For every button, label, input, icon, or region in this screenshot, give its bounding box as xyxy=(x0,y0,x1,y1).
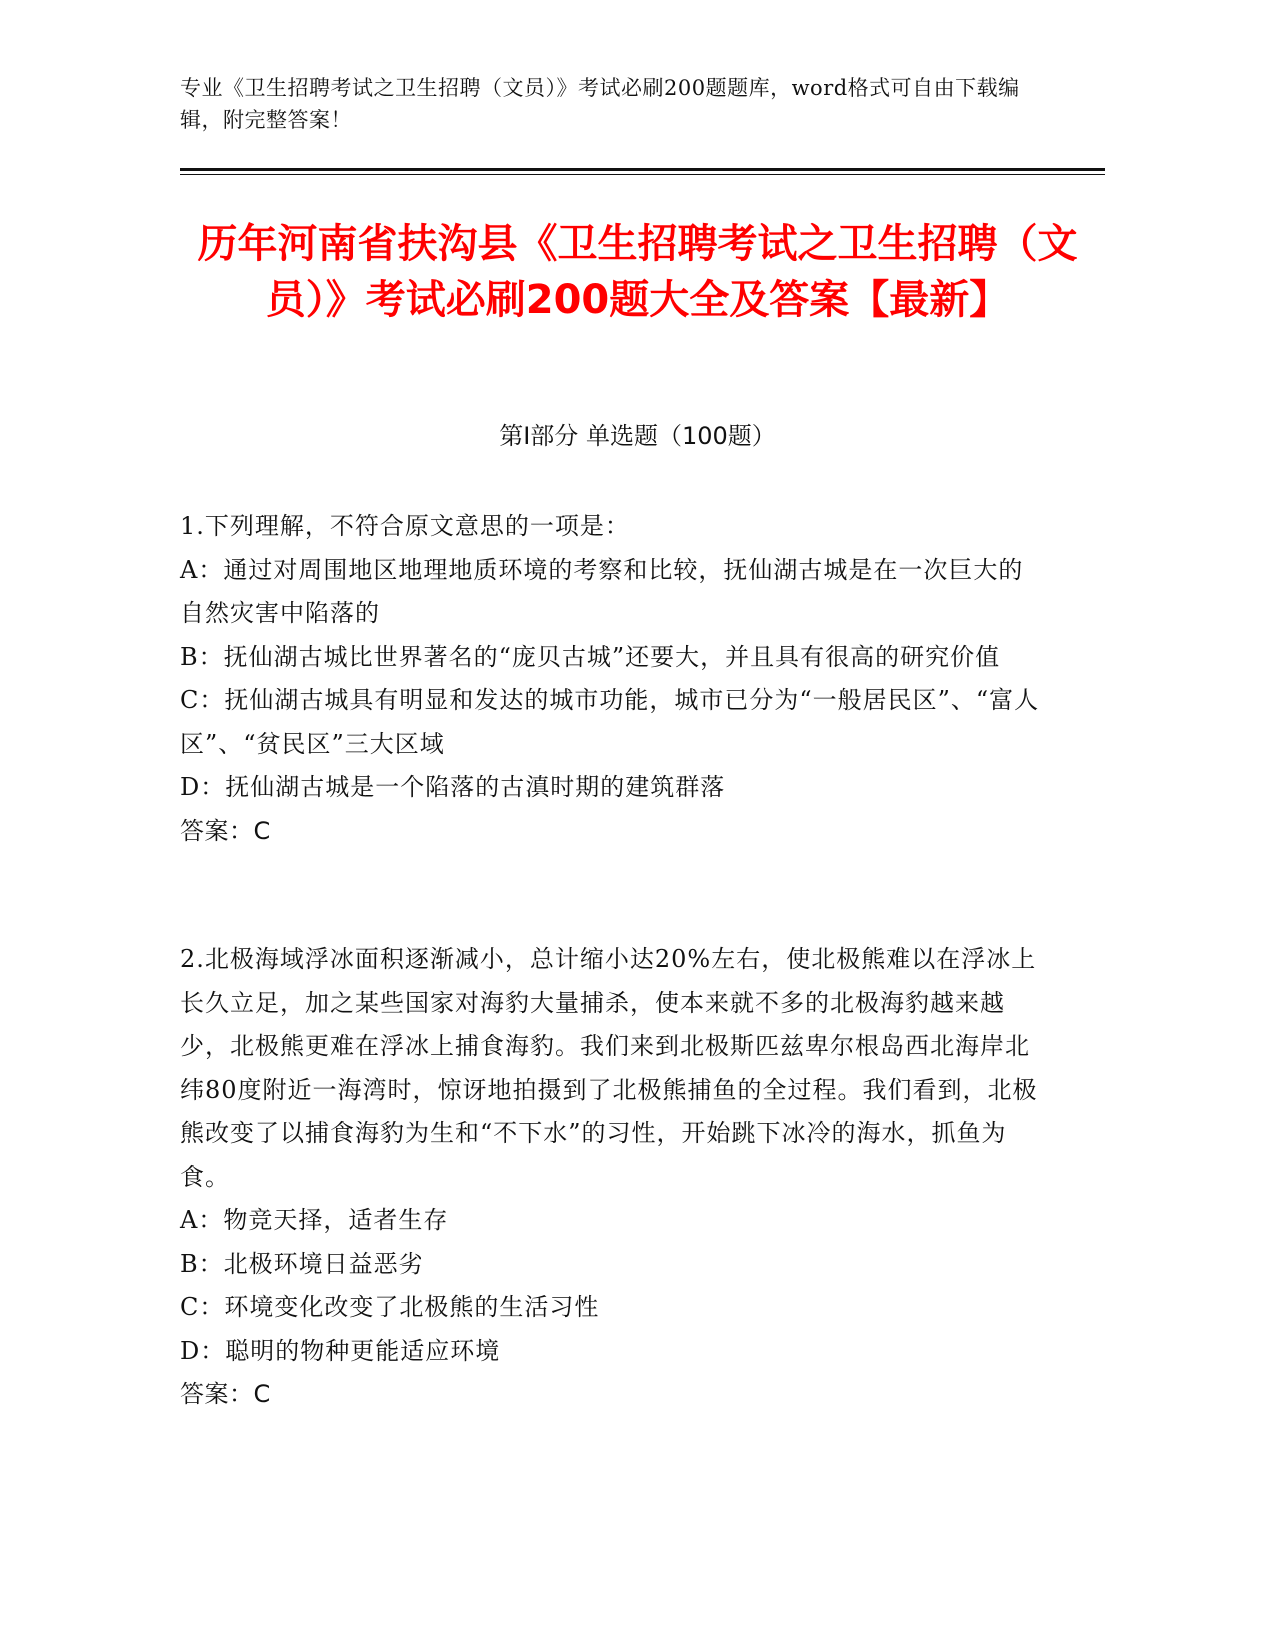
question-2 xyxy=(180,938,1040,1417)
option-b: B：抚仙湖古城比世界著名的“庞贝古城”还要大，并且具有很高的研究价值 xyxy=(180,642,1001,671)
question-1 xyxy=(180,505,1040,853)
option-a: A：通过对周围地区地理地质环境的考察和比较，抚仙湖古城是在一次巨大的自然灾害中陷落的 xyxy=(180,555,1024,627)
option-b: B：北极环境日益恶劣 xyxy=(180,1249,424,1278)
option-a: A：物竞天择，适者生存 xyxy=(180,1206,449,1234)
option-d: D：聪明的物种更能适应环境 xyxy=(180,1336,501,1365)
option-c: C：环境变化改变了北极熊的生活习性 xyxy=(180,1293,600,1321)
option-d: D：抚仙湖古城是一个陷落的古滇时期的建筑群落 xyxy=(180,773,726,801)
question-stem: 2.北极海域浮冰面积逐渐减小，总计缩小达20%左右，使北极熊难以在浮冰上长久立足，加之某些国家对海豹大量捕杀，使本来就不多的北极海豹越来越少，北极熊更难在浮冰上捕食海豹。我们来到北极斯匹兹卑尔根岛西北海岸北纬80度附近一海湾时，惊讶地拍摄到了北极熊捕鱼的全过程。我们看到，北极熊改变了以捕食海豹为生和“不下水”的习性，开始跳下冰冷的海水，抓鱼为食。 xyxy=(180,945,1038,1191)
answer: 答案：C xyxy=(180,1380,271,1408)
option-c: C：抚仙湖古城具有明显和发达的城市功能，城市已分为“一般居民区”、“富人区”、“贫民区”三大区域 xyxy=(180,686,1040,758)
header-divider-thin xyxy=(180,174,1105,175)
header-divider-thick xyxy=(180,168,1105,171)
document-title: 历年河南省扶沟县《卫生招聘考试之卫生招聘（文员）》考试必刷200题大全及答案【最新】 xyxy=(197,221,1078,323)
answer: 答案：C xyxy=(180,816,271,845)
question-stem: 1.下列理解，不符合原文意思的一项是： xyxy=(180,512,630,540)
header-note: 专业《卫生招聘考试之卫生招聘（文员）》考试必刷200题题库，word格式可自由下载编辑，附完整答案！ xyxy=(180,76,1020,132)
section-heading: 第I部分 单选题（100题） xyxy=(499,422,776,450)
